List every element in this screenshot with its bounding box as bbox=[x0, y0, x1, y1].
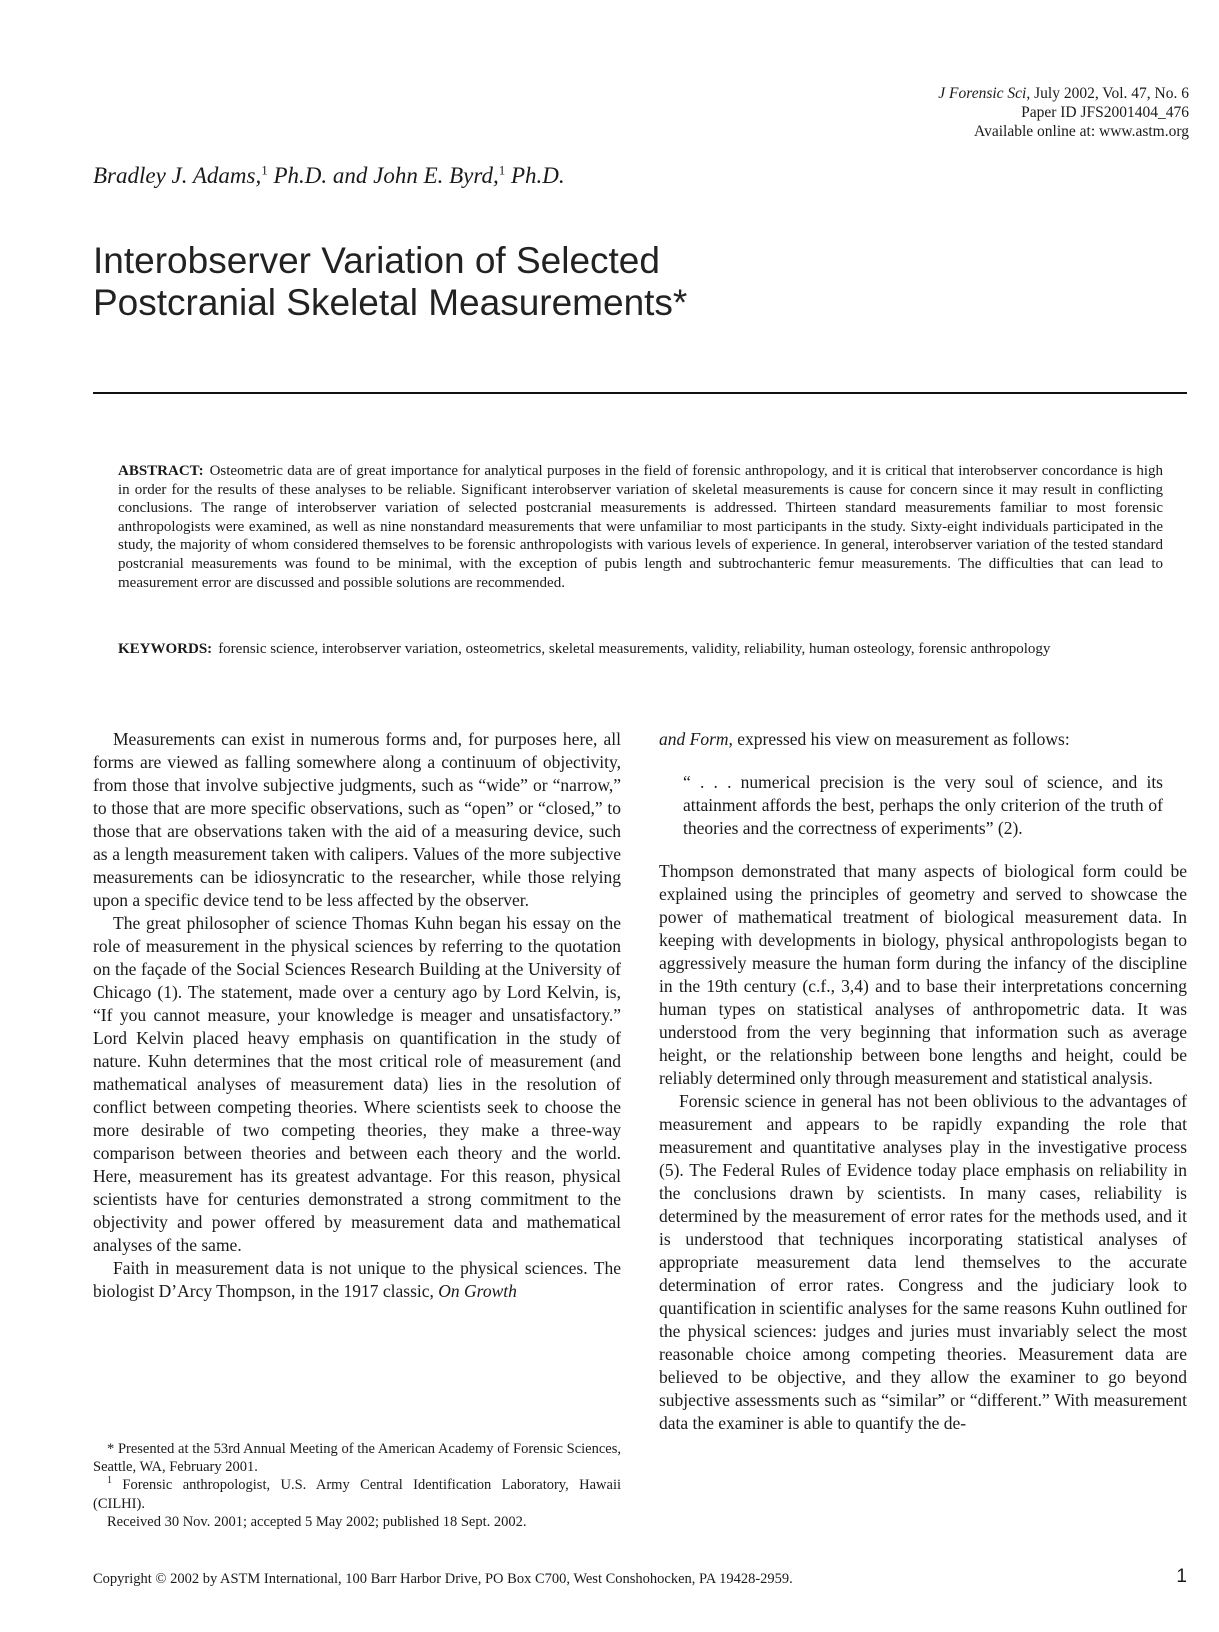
book-title: On Growth bbox=[438, 1281, 517, 1301]
copyright-notice: Copyright © 2002 by ASTM International, 100 Barr Harbor Drive, PO Box C700, West Conshohocken, PA 19428-2959. bbox=[93, 1571, 793, 1587]
paragraph-text: expressed his view on measurement as follows: bbox=[732, 729, 1070, 749]
keywords bbox=[118, 640, 1163, 659]
paper-title bbox=[93, 240, 687, 324]
footnotes bbox=[93, 1440, 621, 1531]
paragraph: Thompson demonstrated that many aspects of biological form could be explained using the principles of geometry and served to showcase the power of mathematical treatment of biological measurement data. In keeping with developments in biology, physical anthropologists began to aggressively measure the human form during the infancy of the discipline in the 19th century (c.f., 3,4) and to base their interpretations concerning human types on statistical analyses of anthropometric data. It was understood from the very beginning that information such as average height, or the relationship between bone lengths and height, could be reliably determined only through measurement and statistical analysis. bbox=[659, 861, 1187, 1088]
journal-citation bbox=[938, 84, 1189, 103]
title-line-1: Interobserver Variation of Selected bbox=[93, 240, 660, 281]
abstract bbox=[118, 462, 1163, 592]
paper-id: Paper ID JFS2001404_476 bbox=[1021, 104, 1189, 121]
journal-issue: , July 2002, Vol. 47, No. 6 bbox=[1026, 85, 1189, 102]
title-divider bbox=[93, 392, 1187, 394]
title-line-2: Postcranial Skeletal Measurements* bbox=[93, 282, 688, 323]
footnote-affiliation-text: Forensic anthropologist, U.S. Army Central Identification Laboratory, Hawaii (CILHI). bbox=[93, 1477, 621, 1512]
author-2: Ph.D. and John E. Byrd, bbox=[267, 163, 499, 188]
paragraph: The great philosopher of science Thomas Kuhn began his essay on the role of measurement in the physical sciences by referring to the quotation on the façade of the Social Sciences Research Building at the University of Chicago (1). The statement, made over a century ago by Lord Kelvin, is, “If you cannot measure, your knowledge is meager and unsatisfactory.” Lord Kelvin placed heavy emphasis on quantification in the study of nature. Kuhn determines that the most critical role of measurement (and mathematical analyses of measurement data) lies in the resolution of conflict between competing theories. Where scientists seek to choose the more desirable of two competing theories, they make a three-way comparison between theories and between each theory and the world. Here, measurement has its greatest advantage. For this reason, physical scientists have for centuries demonstrated a strong commitment to the objectivity and power offered by measurement data and mathematical analyses of the same. bbox=[93, 913, 621, 1255]
author-degree: Ph.D. bbox=[505, 163, 565, 188]
paragraph: Measurements can exist in numerous forms and, for purposes here, all forms are viewed as falling somewhere along a continuum of objectivity, from those that involve subjective judgments, such as “wide” or “narrow,” to those that are more specific observations, such as “open” or “closed,” to those that are observations taken with the aid of a measuring device, such as a length measurement taken with calipers. Values of the more subjective measurements can be idiosyncratic to the researcher, while those relying upon a specific device tend to be less affected by the observer. bbox=[93, 729, 621, 910]
paragraph: Forensic science in general has not been oblivious to the advantages of measurement and appears to be rapidly expanding the role that measurement and quantitative analyses play in the investigative process (5). The Federal Rules of Evidence today place emphasis on reliability in the conclusions drawn by scientists. In many cases, reliability is determined by the measurement of error rates for the methods used, and it is understood that techniques incorporating statistical analyses of appropriate measurement data lend themselves to the accurate determination of error rates. Congress and the judiciary look to quantification in scientific analyses for the same reasons Kuhn outlined for the physical sciences: judges and juries must invariably select the most reasonable choice among competing theories. Measurement data are believed to be objective, and they allow the examiner to go beyond subjective assessments such as “similar” or “different.” With measurement data the examiner is able to quantify the de- bbox=[659, 1091, 1187, 1433]
footnote-dates: Received 30 Nov. 2001; accepted 5 May 2002; published 18 Sept. 2002. bbox=[107, 1513, 527, 1530]
body-column-right bbox=[659, 728, 1187, 1435]
page-number: 1 bbox=[1176, 1566, 1187, 1587]
paragraph-text: Faith in measurement data is not unique to the physical sciences. The biologist D’Arcy Thompson, in the 1917 classic, bbox=[93, 1258, 621, 1301]
journal-name: J Forensic Sci bbox=[938, 85, 1027, 102]
abstract-text: Osteometric data are of great importance for analytical purposes in the field of forensic anthropology, and it is critical that interobserver concordance is high in order for the results of these analyses to be reliable. Significant interobserver variation of skeletal measurements is cause for concern since it may result in conflicting conclusions. The range of interobserver variation of selected postcranial measurements is addressed. Thirteen standard measurements familiar to most forensic anthropologists were examined, as well as nine nonstandard measurements that were unfamiliar to most participants in the study. Sixty-eight individuals participated in the study, the majority of whom considered themselves to be forensic anthropologists with various levels of experience. In general, interobserver variation of the tested standard postcranial measurements was found to be minimal, with the exception of pubis length and subtrochanteric femur measurements. The difficulties that can lead to measurement error are discussed and possible solutions are recommended. bbox=[118, 463, 1163, 591]
author-line bbox=[93, 163, 565, 189]
availability-note: Available online at: www.astm.org bbox=[974, 123, 1189, 140]
body-column-left bbox=[93, 728, 621, 1303]
keywords-text: forensic science, interobserver variation, osteometrics, skeletal measurements, validity, reliability, human osteology, forensic anthropology bbox=[218, 641, 1051, 657]
abstract-label: ABSTRACT: bbox=[118, 463, 204, 479]
author-1: Bradley J. Adams, bbox=[93, 163, 262, 188]
journal-header bbox=[938, 84, 1189, 141]
footnote-mark: 1 bbox=[107, 1475, 112, 1487]
book-title-continued: and Form, bbox=[659, 729, 733, 749]
paragraph bbox=[93, 1257, 621, 1303]
block-quote: “ . . . numerical precision is the very soul of science, and its attainment affords the best, perhaps the only criterion of the truth of theories and the correctness of experiments” (2). bbox=[683, 772, 1163, 838]
author-2-affiliation-mark: 1 bbox=[498, 162, 506, 178]
author-1-affiliation-mark: 1 bbox=[261, 162, 268, 178]
footnote-presented: * Presented at the 53rd Annual Meeting of the American Academy of Forensic Sciences, Seattle, WA, February 2001. bbox=[93, 1441, 621, 1476]
keywords-label: KEYWORDS: bbox=[118, 641, 213, 657]
paragraph bbox=[659, 728, 1187, 751]
footnote-affiliation bbox=[93, 1476, 621, 1512]
